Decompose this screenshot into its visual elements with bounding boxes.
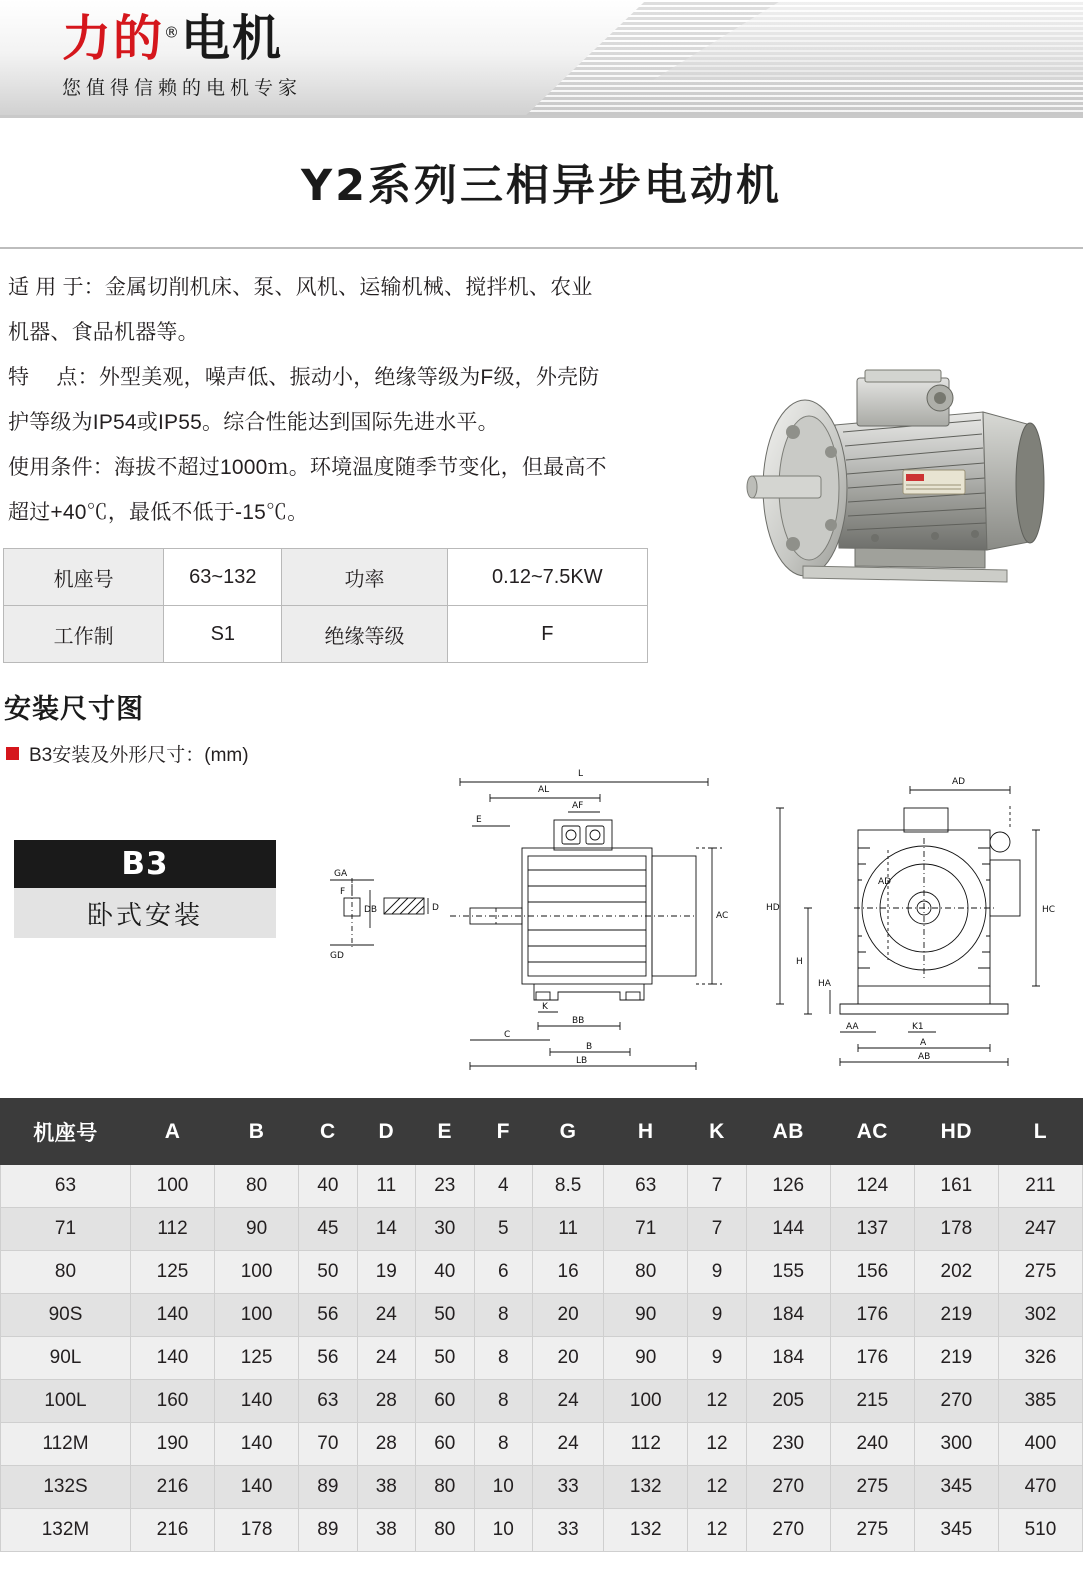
cell-6-1: 190	[131, 1423, 215, 1466]
cell-4-4: 24	[357, 1337, 415, 1380]
cell-5-5: 60	[416, 1380, 474, 1423]
cell-2-9: 9	[688, 1251, 746, 1294]
cell-6-13: 400	[998, 1423, 1082, 1466]
cell-4-5: 50	[416, 1337, 474, 1380]
cell-8-8: 132	[604, 1509, 688, 1552]
cell-7-7: 33	[532, 1466, 603, 1509]
cell-3-9: 9	[688, 1294, 746, 1337]
svg-text:K1: K1	[912, 1022, 924, 1032]
cell-3-4: 24	[357, 1294, 415, 1337]
cell-7-2: 140	[215, 1466, 299, 1509]
cell-4-3: 56	[299, 1337, 357, 1380]
cell-6-12: 300	[914, 1423, 998, 1466]
cell-0-7: 8.5	[532, 1165, 603, 1208]
cell-5-1: 160	[131, 1380, 215, 1423]
svg-text:LB: LB	[576, 1056, 588, 1066]
cell-6-8: 112	[604, 1423, 688, 1466]
svg-text:BB: BB	[572, 1016, 585, 1026]
cell-8-2: 178	[215, 1509, 299, 1552]
cell-1-4: 14	[357, 1208, 415, 1251]
cell-4-8: 90	[604, 1337, 688, 1380]
mounting-name: 卧式安装	[14, 888, 276, 938]
cell-4-13: 326	[998, 1337, 1082, 1380]
svg-text:AA: AA	[846, 1022, 859, 1032]
col-header-9: K	[688, 1099, 746, 1165]
title-section	[0, 152, 1083, 213]
page-title: Y2系列三相异步电动机	[300, 161, 783, 211]
cell-0-11: 124	[830, 1165, 914, 1208]
cell-3-13: 302	[998, 1294, 1082, 1337]
motor-illustration	[735, 320, 1065, 610]
cell-4-2: 125	[215, 1337, 299, 1380]
svg-text:B: B	[586, 1042, 593, 1052]
cell-7-0: 132S	[1, 1466, 131, 1509]
cell-4-0: 90L	[1, 1337, 131, 1380]
cell-7-5: 80	[416, 1466, 474, 1509]
technical-drawings	[300, 760, 1080, 1080]
cell-5-10: 205	[746, 1380, 830, 1423]
col-header-4: D	[357, 1099, 415, 1165]
col-header-10: AB	[746, 1099, 830, 1165]
svg-text:AC: AC	[716, 911, 729, 921]
col-header-12: HD	[914, 1099, 998, 1165]
cell-6-7: 24	[532, 1423, 603, 1466]
cell-8-9: 12	[688, 1509, 746, 1552]
intro-line-1: 适 用 于：金属切削机床、泵、风机、运输机械、搅拌机、农业	[8, 276, 593, 299]
cell-8-5: 80	[416, 1509, 474, 1552]
square-bullet-icon	[6, 747, 19, 760]
svg-text:HD: HD	[766, 903, 780, 913]
svg-text:HC: HC	[1042, 905, 1056, 915]
table-row	[1, 1423, 1083, 1466]
cell-3-0: 90S	[1, 1294, 131, 1337]
table-row	[1, 1509, 1083, 1552]
cell-0-1: 100	[131, 1165, 215, 1208]
cell-8-4: 38	[357, 1509, 415, 1552]
cell-1-7: 11	[532, 1208, 603, 1251]
svg-text:F: F	[340, 887, 346, 897]
cell-4-6: 8	[474, 1337, 532, 1380]
cell-4-1: 140	[131, 1337, 215, 1380]
spec-label-duty: 工作制	[4, 606, 164, 663]
cell-2-10: 155	[746, 1251, 830, 1294]
cell-2-7: 16	[532, 1251, 603, 1294]
cell-6-0: 112M	[1, 1423, 131, 1466]
table-row	[1, 1466, 1083, 1509]
cell-2-3: 50	[299, 1251, 357, 1294]
cell-2-2: 100	[215, 1251, 299, 1294]
cell-8-0: 132M	[1, 1509, 131, 1552]
svg-text:H: H	[796, 957, 803, 967]
mounting-type-badge	[14, 840, 276, 938]
cell-8-6: 10	[474, 1509, 532, 1552]
table-header-row	[1, 1099, 1083, 1165]
col-header-2: B	[215, 1099, 299, 1165]
svg-text:AD: AD	[952, 777, 966, 787]
cell-6-2: 140	[215, 1423, 299, 1466]
cell-7-13: 470	[998, 1466, 1082, 1509]
section-heading-dimensions: 安装尺寸图	[4, 694, 144, 725]
cell-1-13: 247	[998, 1208, 1082, 1251]
cell-7-3: 89	[299, 1466, 357, 1509]
table-row	[4, 549, 648, 606]
cell-1-11: 137	[830, 1208, 914, 1251]
cell-6-6: 8	[474, 1423, 532, 1466]
cell-1-0: 71	[1, 1208, 131, 1251]
table-row	[1, 1337, 1083, 1380]
logo-wordmark	[62, 10, 302, 67]
col-header-3: C	[299, 1099, 357, 1165]
spec-value-power: 0.12~7.5KW	[447, 549, 647, 606]
intro-line-5: 使用条件：海拔不超过1000ｍ。环境温度随季节变化，但最高不	[8, 456, 607, 480]
mounting-code: B3	[14, 840, 276, 888]
cell-3-6: 8	[474, 1294, 532, 1337]
cell-5-13: 385	[998, 1380, 1082, 1423]
svg-text:K: K	[542, 1002, 548, 1012]
cell-1-1: 112	[131, 1208, 215, 1251]
cell-5-9: 12	[688, 1380, 746, 1423]
cell-8-13: 510	[998, 1509, 1082, 1552]
cell-2-1: 125	[131, 1251, 215, 1294]
cell-1-12: 178	[914, 1208, 998, 1251]
cell-0-8: 63	[604, 1165, 688, 1208]
intro-line-6: 超过+40℃，最低不低于-15℃。	[8, 501, 309, 525]
col-header-8: H	[604, 1099, 688, 1165]
company-logo	[62, 10, 303, 100]
cell-2-12: 202	[914, 1251, 998, 1294]
cell-1-9: 7	[688, 1208, 746, 1251]
cell-8-11: 275	[830, 1509, 914, 1552]
intro-line-2: 机器、食品机器等。	[8, 321, 199, 345]
cell-2-11: 156	[830, 1251, 914, 1294]
cell-0-10: 126	[746, 1165, 830, 1208]
cell-2-6: 6	[474, 1251, 532, 1294]
intro-line-4: 护等级为IP54或IP55。综合性能达到国际先进水平。	[8, 411, 499, 435]
cell-8-7: 33	[532, 1509, 603, 1552]
cell-1-10: 144	[746, 1208, 830, 1251]
spec-value-insulation: F	[447, 606, 647, 663]
cell-3-2: 100	[215, 1294, 299, 1337]
cell-7-12: 345	[914, 1466, 998, 1509]
cell-5-2: 140	[215, 1380, 299, 1423]
cell-5-8: 100	[604, 1380, 688, 1423]
cell-0-2: 80	[215, 1165, 299, 1208]
cell-7-1: 216	[131, 1466, 215, 1509]
cell-7-9: 12	[688, 1466, 746, 1509]
spec-value-frame-size: 63~132	[164, 549, 282, 606]
svg-text:AB: AB	[918, 1052, 931, 1062]
registered-mark-icon: ®	[164, 23, 182, 42]
table-row	[1, 1165, 1083, 1208]
table-row	[4, 606, 648, 663]
cell-2-4: 19	[357, 1251, 415, 1294]
cell-0-4: 11	[357, 1165, 415, 1208]
table-row	[1, 1294, 1083, 1337]
cell-8-10: 270	[746, 1509, 830, 1552]
col-header-7: G	[532, 1099, 603, 1165]
specification-table	[3, 548, 648, 663]
cell-2-0: 80	[1, 1251, 131, 1294]
cell-5-11: 215	[830, 1380, 914, 1423]
spec-value-duty: S1	[164, 606, 282, 663]
svg-text:A: A	[920, 1038, 927, 1048]
spec-label-frame-size: 机座号	[4, 549, 164, 606]
cell-4-9: 9	[688, 1337, 746, 1380]
cell-0-0: 63	[1, 1165, 131, 1208]
cell-3-12: 219	[914, 1294, 998, 1337]
col-header-11: AC	[830, 1099, 914, 1165]
intro-text-block	[0, 249, 700, 530]
cell-7-8: 132	[604, 1466, 688, 1509]
col-header-0: 机座号	[1, 1099, 131, 1165]
svg-text:L: L	[578, 769, 584, 779]
cell-5-3: 63	[299, 1380, 357, 1423]
cell-7-11: 275	[830, 1466, 914, 1509]
cell-3-7: 20	[532, 1294, 603, 1337]
cell-6-3: 70	[299, 1423, 357, 1466]
cell-7-10: 270	[746, 1466, 830, 1509]
cell-5-6: 8	[474, 1380, 532, 1423]
cell-4-7: 20	[532, 1337, 603, 1380]
cell-2-13: 275	[998, 1251, 1082, 1294]
cell-6-5: 60	[416, 1423, 474, 1466]
spec-label-power: 功率	[282, 549, 447, 606]
cell-1-6: 5	[474, 1208, 532, 1251]
cell-3-1: 140	[131, 1294, 215, 1337]
cell-4-11: 176	[830, 1337, 914, 1380]
cell-0-5: 23	[416, 1165, 474, 1208]
cell-0-3: 40	[299, 1165, 357, 1208]
dimension-drawing-svg	[300, 760, 1080, 1080]
col-header-13: L	[998, 1099, 1082, 1165]
table-row	[1, 1380, 1083, 1423]
cell-7-4: 38	[357, 1466, 415, 1509]
table-row	[1, 1251, 1083, 1294]
page-header	[0, 0, 1083, 118]
svg-text:C: C	[504, 1030, 511, 1040]
cell-1-2: 90	[215, 1208, 299, 1251]
header-divider	[0, 115, 1083, 118]
cell-5-12: 270	[914, 1380, 998, 1423]
cell-3-8: 90	[604, 1294, 688, 1337]
cell-0-13: 211	[998, 1165, 1082, 1208]
cell-0-6: 4	[474, 1165, 532, 1208]
cell-6-11: 240	[830, 1423, 914, 1466]
cell-2-5: 40	[416, 1251, 474, 1294]
cell-4-10: 184	[746, 1337, 830, 1380]
cell-5-4: 28	[357, 1380, 415, 1423]
cell-0-12: 161	[914, 1165, 998, 1208]
cell-4-12: 219	[914, 1337, 998, 1380]
svg-text:GD: GD	[330, 951, 344, 961]
cell-3-3: 56	[299, 1294, 357, 1337]
cell-8-3: 89	[299, 1509, 357, 1552]
intro-line-3: 特 点：外型美观，噪声低、振动小，绝缘等级为F级，外壳防	[8, 366, 600, 390]
cell-1-5: 30	[416, 1208, 474, 1251]
svg-text:DB: DB	[364, 905, 378, 915]
svg-text:GA: GA	[334, 869, 348, 879]
cell-7-6: 10	[474, 1466, 532, 1509]
cell-5-0: 100L	[1, 1380, 131, 1423]
spec-label-insulation: 绝缘等级	[282, 606, 447, 663]
svg-text:AD: AD	[878, 877, 892, 887]
cell-6-10: 230	[746, 1423, 830, 1466]
svg-text:AF: AF	[572, 801, 584, 811]
cell-6-4: 28	[357, 1423, 415, 1466]
cell-1-3: 45	[299, 1208, 357, 1251]
dimension-table	[0, 1098, 1083, 1552]
section-subheading-label: B3安装及外形尺寸：(mm)	[29, 745, 249, 767]
col-header-1: A	[131, 1099, 215, 1165]
logo-text-primary: 力的	[62, 10, 165, 67]
cell-2-8: 80	[604, 1251, 688, 1294]
table-row	[1, 1208, 1083, 1251]
cell-8-12: 345	[914, 1509, 998, 1552]
col-header-5: E	[416, 1099, 474, 1165]
cell-6-9: 12	[688, 1423, 746, 1466]
col-header-6: F	[474, 1099, 532, 1165]
svg-text:D: D	[432, 903, 439, 913]
svg-text:AL: AL	[538, 785, 550, 795]
logo-text-secondary: 电机	[181, 10, 284, 67]
cell-5-7: 24	[532, 1380, 603, 1423]
cell-8-1: 216	[131, 1509, 215, 1552]
logo-slogan: 您值得信赖的电机专家	[62, 78, 303, 99]
cell-3-5: 50	[416, 1294, 474, 1337]
cell-1-8: 71	[604, 1208, 688, 1251]
motor-product-photo	[735, 320, 1065, 610]
svg-text:HA: HA	[818, 979, 831, 989]
svg-text:E: E	[476, 815, 482, 825]
cell-0-9: 7	[688, 1165, 746, 1208]
cell-3-10: 184	[746, 1294, 830, 1337]
cell-3-11: 176	[830, 1294, 914, 1337]
